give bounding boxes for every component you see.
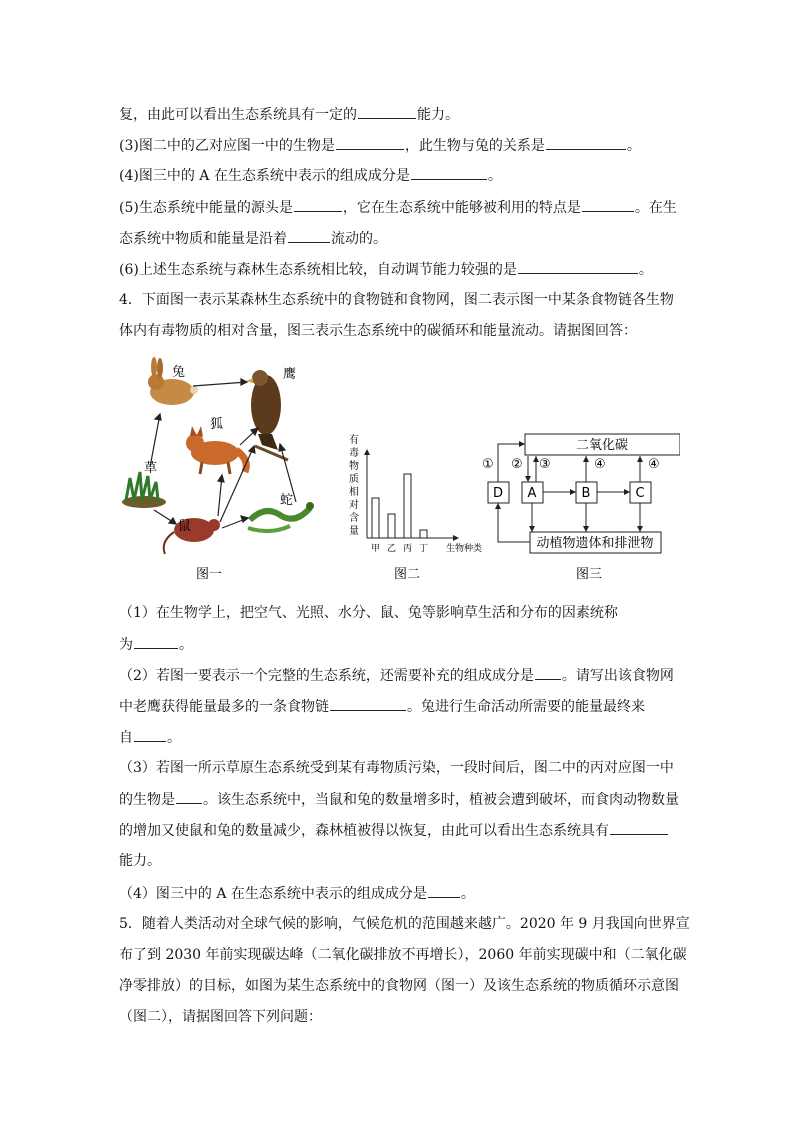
x-axis-label: 生物种类 [446, 544, 483, 554]
text-segment: 。 [487, 168, 502, 184]
text-line: 5．随着人类活动对全球气候的影响，气候危机的范围越来越广。2020 年 9 月我国向世界宣 [119, 916, 690, 932]
text-line: （1）在生物学上，把空气、光照、水分、鼠、兔等影响草生活和分布的因素统称 [119, 605, 618, 621]
tick-label: 丁 [418, 544, 429, 554]
blank[interactable] [288, 228, 330, 243]
text-line: （图二），请据图回答下列问题： [119, 1009, 322, 1025]
text-line [119, 228, 387, 249]
label-rabbit: 兔 [172, 365, 186, 380]
remains-label: 动植物遗体和排泄物 [536, 536, 654, 551]
text-segment: （2）若图一要表示一个完整的生态系统，还需要补充的组成成分是 [119, 668, 534, 684]
text-segment: 中老鹰获得能量最多的一条食物链 [119, 699, 329, 715]
text-segment: 。兔进行生命活动所需要的能量最终来 [407, 699, 645, 715]
text-segment: ，它在生态系统中能够被利用的特点是 [342, 200, 581, 216]
text-line [119, 727, 181, 748]
text-segment: 自 [119, 730, 133, 746]
blank[interactable] [518, 259, 638, 274]
caption-figure-3: 图三 [576, 567, 603, 582]
text-segment: 为 [119, 637, 133, 653]
text-line [119, 820, 669, 841]
text-segment: (6)上述生态系统与森林生态系统相比较，自动调节能力较强的是 [119, 262, 517, 278]
marker-4-b: ④ [594, 457, 606, 472]
text-line [119, 883, 475, 904]
text-segment: 。 [626, 138, 641, 154]
text-segment: 能力。 [417, 107, 459, 123]
blank[interactable] [134, 727, 166, 742]
text-line [119, 197, 677, 218]
text-line: 体内有毒物质的相对含量，图三表示生态系统中的碳循环和能量流动。请据图回答： [119, 323, 637, 339]
y-label-char: 有 [349, 435, 359, 446]
text-segment: 。该生态系统中，当鼠和兔的数量增多时，植被会遭到破坏，而食肉动物数量 [203, 792, 679, 808]
y-label-char: 对 [349, 500, 359, 511]
text-line [119, 104, 459, 125]
co2-label: 二氧化碳 [575, 438, 629, 453]
blank[interactable] [358, 104, 416, 119]
text-segment: 的生物是 [119, 792, 175, 808]
blank[interactable] [336, 135, 404, 150]
marker-4-c: ④ [648, 457, 660, 472]
figure-2 [349, 433, 482, 582]
y-axis-arrow [364, 449, 370, 455]
text-segment: （4）图三中的 A 在生态系统中表示的组成成分是 [119, 886, 427, 902]
text-line [119, 696, 645, 717]
text-line [119, 135, 641, 156]
text-line: 布了到 2030 年前实现碳达峰（二氧化碳排放不再增长），2060 年前实现碳中和（二氧化碳 [119, 947, 687, 963]
figure-1 [122, 357, 314, 582]
text-segment: 的增加又使鼠和兔的数量减少，森林植被得以恢复，由此可以看出生态系统具有 [119, 823, 609, 839]
text-segment: 态系统中物质和能量是沿着 [119, 231, 287, 247]
label-fox: 狐 [210, 417, 224, 432]
blank[interactable] [610, 820, 668, 835]
caption-figure-2: 图二 [394, 567, 421, 582]
text-segment: 。在生 [634, 200, 677, 216]
tick-label: 甲 [370, 544, 381, 554]
blank[interactable] [134, 634, 178, 649]
text-line [119, 634, 193, 655]
marker-2: ② [511, 457, 523, 472]
y-label-char: 含 [349, 513, 359, 524]
bar-甲 [372, 498, 379, 538]
label-snake: 蛇 [280, 493, 294, 508]
text-segment: 复，由此可以看出生态系统具有一定的 [119, 107, 357, 123]
text-line: 4．下面图一表示某森林生态系统中的食物链和食物网，图二表示图一中某条食物链各生物 [119, 292, 674, 308]
node-a-label: A [527, 486, 537, 501]
text-line: 能力。 [119, 853, 161, 869]
text-segment: (5)生态系统中能量的源头是 [119, 200, 293, 216]
text-line [119, 165, 502, 186]
blank[interactable] [411, 165, 487, 180]
tick-label: 丙 [402, 544, 413, 554]
label-grass: 草 [144, 461, 158, 476]
figure-3 [482, 434, 680, 582]
text-segment: (3)图二中的乙对应图一中的生物是 [119, 138, 335, 154]
marker-3: ③ [539, 457, 551, 472]
y-label-char: 量 [349, 526, 359, 537]
blank[interactable] [428, 883, 460, 898]
text-segment: ，此生物与兔的关系是 [404, 138, 545, 154]
x-axis-arrow [453, 535, 459, 541]
text-segment: 。请写出该食物网 [561, 668, 674, 684]
fox-illustration [186, 426, 246, 474]
node-b-label: B [581, 486, 591, 501]
text-segment: 。 [638, 262, 653, 278]
figures [110, 350, 680, 590]
y-label-char: 毒 [349, 448, 359, 459]
blank[interactable] [582, 197, 634, 212]
tick-label: 乙 [386, 544, 397, 554]
blank[interactable] [330, 696, 406, 711]
text-segment: (4)图三中的 A 在生态系统中表示的组成成分是 [119, 168, 410, 184]
node-c-label: C [635, 486, 645, 501]
text-line [119, 259, 653, 280]
blank[interactable] [546, 135, 626, 150]
text-line [119, 789, 679, 810]
text-line [119, 665, 674, 686]
blank[interactable] [294, 197, 342, 212]
bar-丁 [420, 530, 427, 538]
y-label-char: 质 [349, 474, 359, 485]
node-d-label: D [492, 486, 504, 501]
blank[interactable] [535, 665, 561, 680]
blank[interactable] [176, 789, 202, 804]
y-axis-label [349, 433, 359, 537]
text-segment: 。 [460, 886, 475, 902]
text-segment: 。 [167, 730, 181, 746]
bar-丙 [404, 474, 411, 538]
label-eagle: 鹰 [283, 367, 297, 382]
grass-illustration [122, 472, 166, 508]
marker-1: ① [482, 457, 494, 472]
text-line: 净零排放）的目标，如图为某生态系统中的食物网（图一）及该生态系统的物质循环示意图 [119, 978, 679, 994]
bar-乙 [388, 514, 395, 538]
text-line: （3）若图一所示草原生态系统受到某有毒物质污染，一段时间后，图二中的丙对应图一中 [119, 760, 674, 776]
caption-figure-1: 图一 [196, 567, 223, 582]
text-segment: 。 [179, 637, 193, 653]
y-label-char: 物 [349, 461, 359, 472]
label-mouse: 鼠 [178, 519, 192, 534]
y-label-char: 相 [349, 487, 359, 498]
text-segment: 流动的。 [331, 231, 387, 247]
